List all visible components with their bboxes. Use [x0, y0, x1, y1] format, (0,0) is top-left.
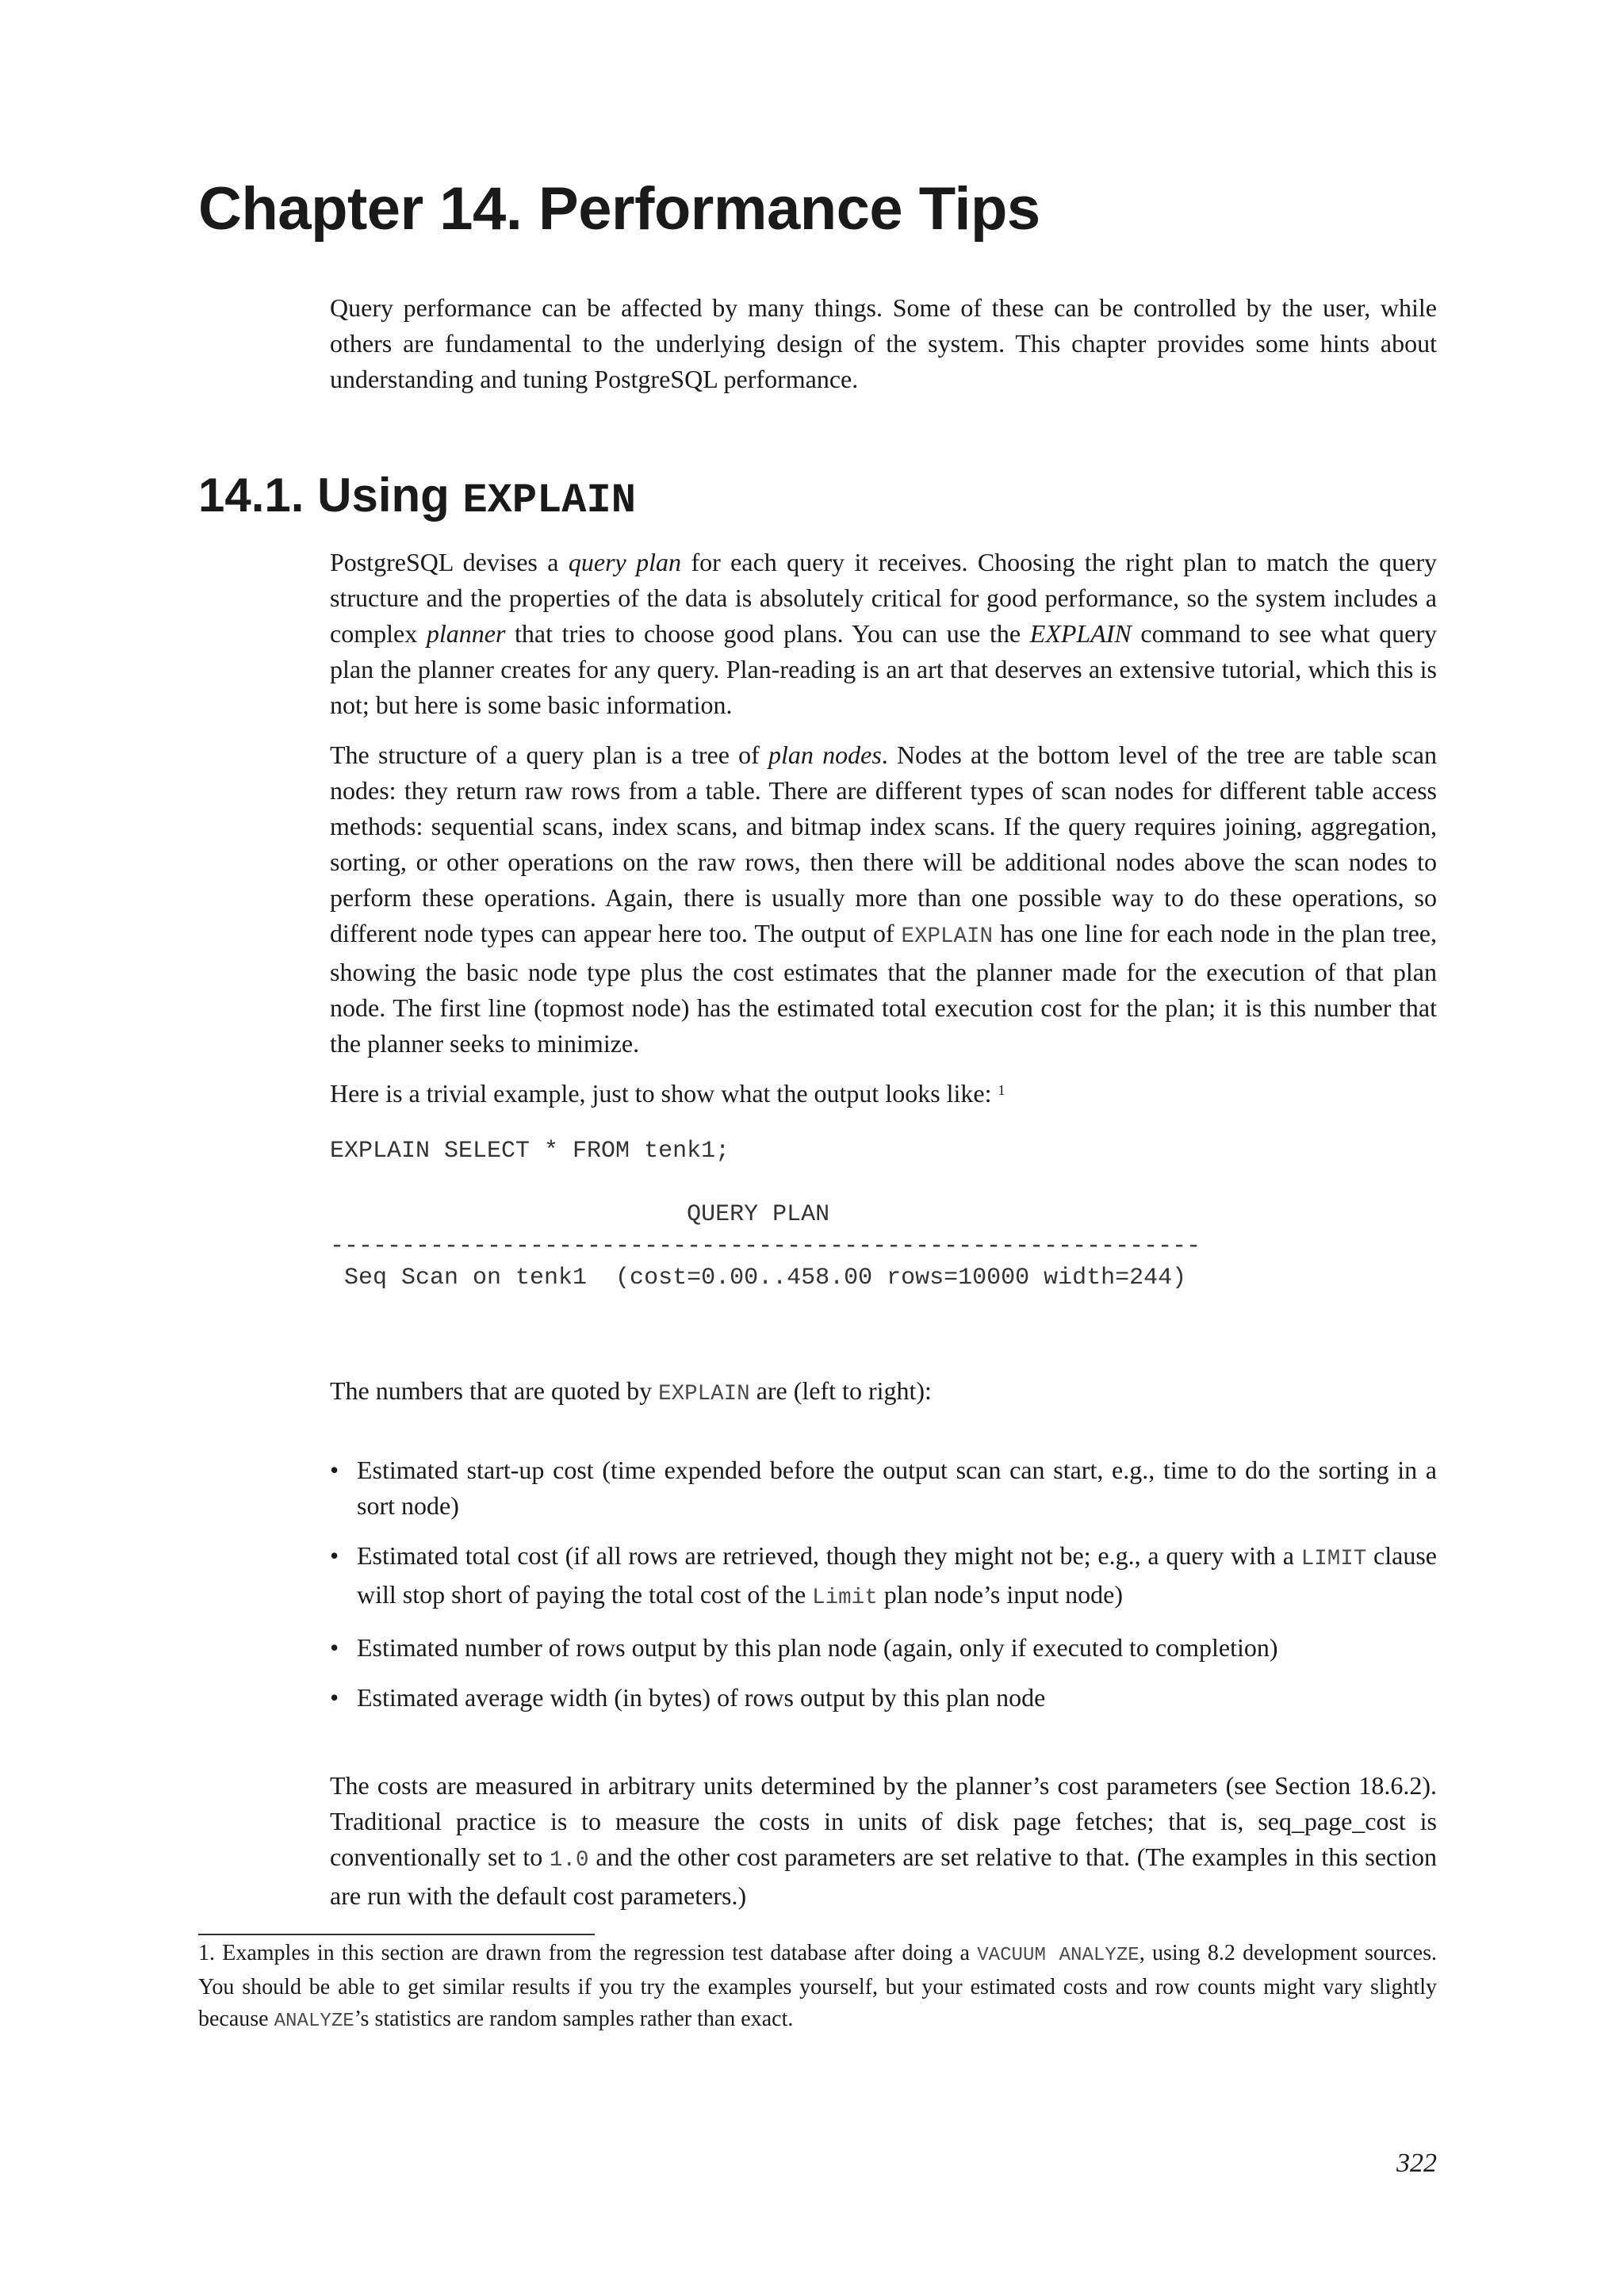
code-explain: EXPLAIN: [901, 924, 994, 949]
footnote-text: ’s statistics are random samples rather than exact.: [354, 2007, 794, 2031]
bullet-icon: •: [330, 1633, 339, 1662]
code-limit: LIMIT: [1300, 1547, 1367, 1571]
text-run: The structure of a query plan is a tree of: [330, 740, 769, 769]
list-item: [330, 1680, 1437, 1716]
text-run: has one line for each node in the plan tree, showing the basic node type plus the cost estimates that the planner made for the execution of that plan node. The first line (topmost node) has the estimated total execution cost for the plan; it is this number that the planner seeks to minimize.: [330, 919, 1437, 1058]
code-value: 1.0: [550, 1848, 589, 1873]
paragraph-query-plan: [330, 545, 1437, 723]
paragraph-costs: [330, 1768, 1437, 1914]
bullet-icon: •: [330, 1456, 339, 1484]
text-run: PostgreSQL devises a: [330, 548, 569, 576]
bullet-icon: •: [330, 1683, 339, 1712]
section-title: [198, 469, 636, 523]
list-item-text: Estimated number of rows output by this plan node (again, only if executed to completion): [357, 1633, 1278, 1662]
chapter-title: Chapter 14. Performance Tips: [198, 175, 1040, 243]
section-body: [330, 545, 1437, 1112]
text-run: Here is a trivial example, just to show what the output looks like:: [330, 1079, 998, 1108]
numbers-intro: [330, 1373, 1437, 1412]
text-run: command to see what query plan the planner creates for any query. Plan-reading is an art that deserves an extensive tutorial, which this is not; but here is some basic information.: [330, 619, 1438, 719]
code-divider: -------------------------------------------------------------: [330, 1233, 1201, 1260]
intro-paragraph: Query performance can be affected by many things. Some of these can be controlled by the user, while others are fundamental to the underlying design of the system. This chapter provides some hints about understanding and tuning PostgreSQL performance.: [330, 293, 1437, 393]
text-run: The numbers that are quoted by: [330, 1376, 659, 1405]
code-limit-node: Limit: [812, 1586, 878, 1610]
code-header: QUERY PLAN: [330, 1201, 830, 1228]
footnote-divider: [198, 1934, 595, 1935]
footnote-reference: 1: [998, 1082, 1005, 1098]
list-item-text: Estimated average width (in bytes) of rows output by this plan node: [357, 1683, 1046, 1712]
text-run: and the other cost parameters are set relative to that. (The examples in this section are run with the default cost parameters.): [330, 1843, 1438, 1910]
section-title-code: EXPLAIN: [462, 477, 636, 524]
text-run: are (left to right):: [749, 1376, 932, 1405]
section-title-prefix: 14.1. Using: [198, 469, 450, 522]
code-example: [330, 1135, 1201, 1294]
list-item-text: Estimated start-up cost (time expended before the output scan can start, e.g., time to do the sorting in a sort node): [357, 1456, 1437, 1520]
code-explain: EXPLAIN: [658, 1382, 750, 1406]
text-run: for each query it receives. Choosing the right plan to match the query structure and the properties of the data is absolutely critical for good performance, so the system includes a complex: [330, 548, 1438, 648]
cost-list: [330, 1452, 1437, 1716]
paragraph-example-intro: [330, 1076, 1437, 1112]
code-vacuum-analyze: VACUUM ANALYZE: [977, 1945, 1139, 1966]
emphasis-planner: planner: [426, 619, 506, 648]
code-row: Seq Scan on tenk1 (cost=0.00..458.00 rows=10000 width=244): [330, 1265, 1187, 1292]
paragraph-plan-nodes: [330, 737, 1437, 1062]
paragraph-numbers: [330, 1373, 1437, 1412]
code-command: EXPLAIN SELECT * FROM tenk1;: [330, 1138, 730, 1165]
list-item: [330, 1538, 1437, 1616]
list-item-text: clause will stop short of paying the total cost of the: [357, 1541, 1438, 1609]
chapter-intro: [330, 290, 1437, 397]
emphasis-plan-nodes: plan nodes: [768, 740, 882, 769]
page-number: 322: [1396, 2149, 1437, 2178]
list-item: [330, 1630, 1437, 1666]
costs-section: [330, 1768, 1437, 1914]
text-run: The costs are measured in arbitrary units determined by the planner’s cost parameters (see Section 18.6.2). Traditional practice is to measure the costs in units of disk page fetches; that is, seq_page_cost is conventionally set to: [330, 1771, 1437, 1871]
list-item-text: Estimated total cost (if all rows are retrieved, though they might not be; e.g., a query with a: [357, 1541, 1301, 1570]
code-analyze: ANALYZE: [274, 2011, 354, 2032]
footnote-text: 1. Examples in this section are drawn from the regression test database after doing a: [198, 1941, 978, 1965]
list-item-text: plan node’s input node): [877, 1580, 1123, 1609]
bullet-icon: •: [330, 1541, 339, 1570]
footnote: [198, 1938, 1437, 2038]
emphasis-explain: EXPLAIN: [1029, 619, 1132, 648]
footnote-text: , using 8.2 development sources. You should be able to get similar results if you try the examples yourself, but your estimated costs and row counts might vary slightly because: [198, 1941, 1437, 2031]
list-item: [330, 1452, 1437, 1524]
emphasis-query-plan: query plan: [568, 548, 682, 576]
text-run: that tries to choose good plans. You can use the: [505, 619, 1030, 648]
text-run: . Nodes at the bottom level of the tree are table scan nodes: they return raw rows from a table. There are different types of scan nodes for different table access methods: sequential scans, index scans, and bitmap index scans. If the query requires joining, aggregation, sorting, or other operations on the raw rows, then there will be additional nodes above the scan nodes to perform these operations. Again, there is usually more than one possible way to do these operations, so different node types can appear here too. The output of: [330, 740, 1437, 947]
